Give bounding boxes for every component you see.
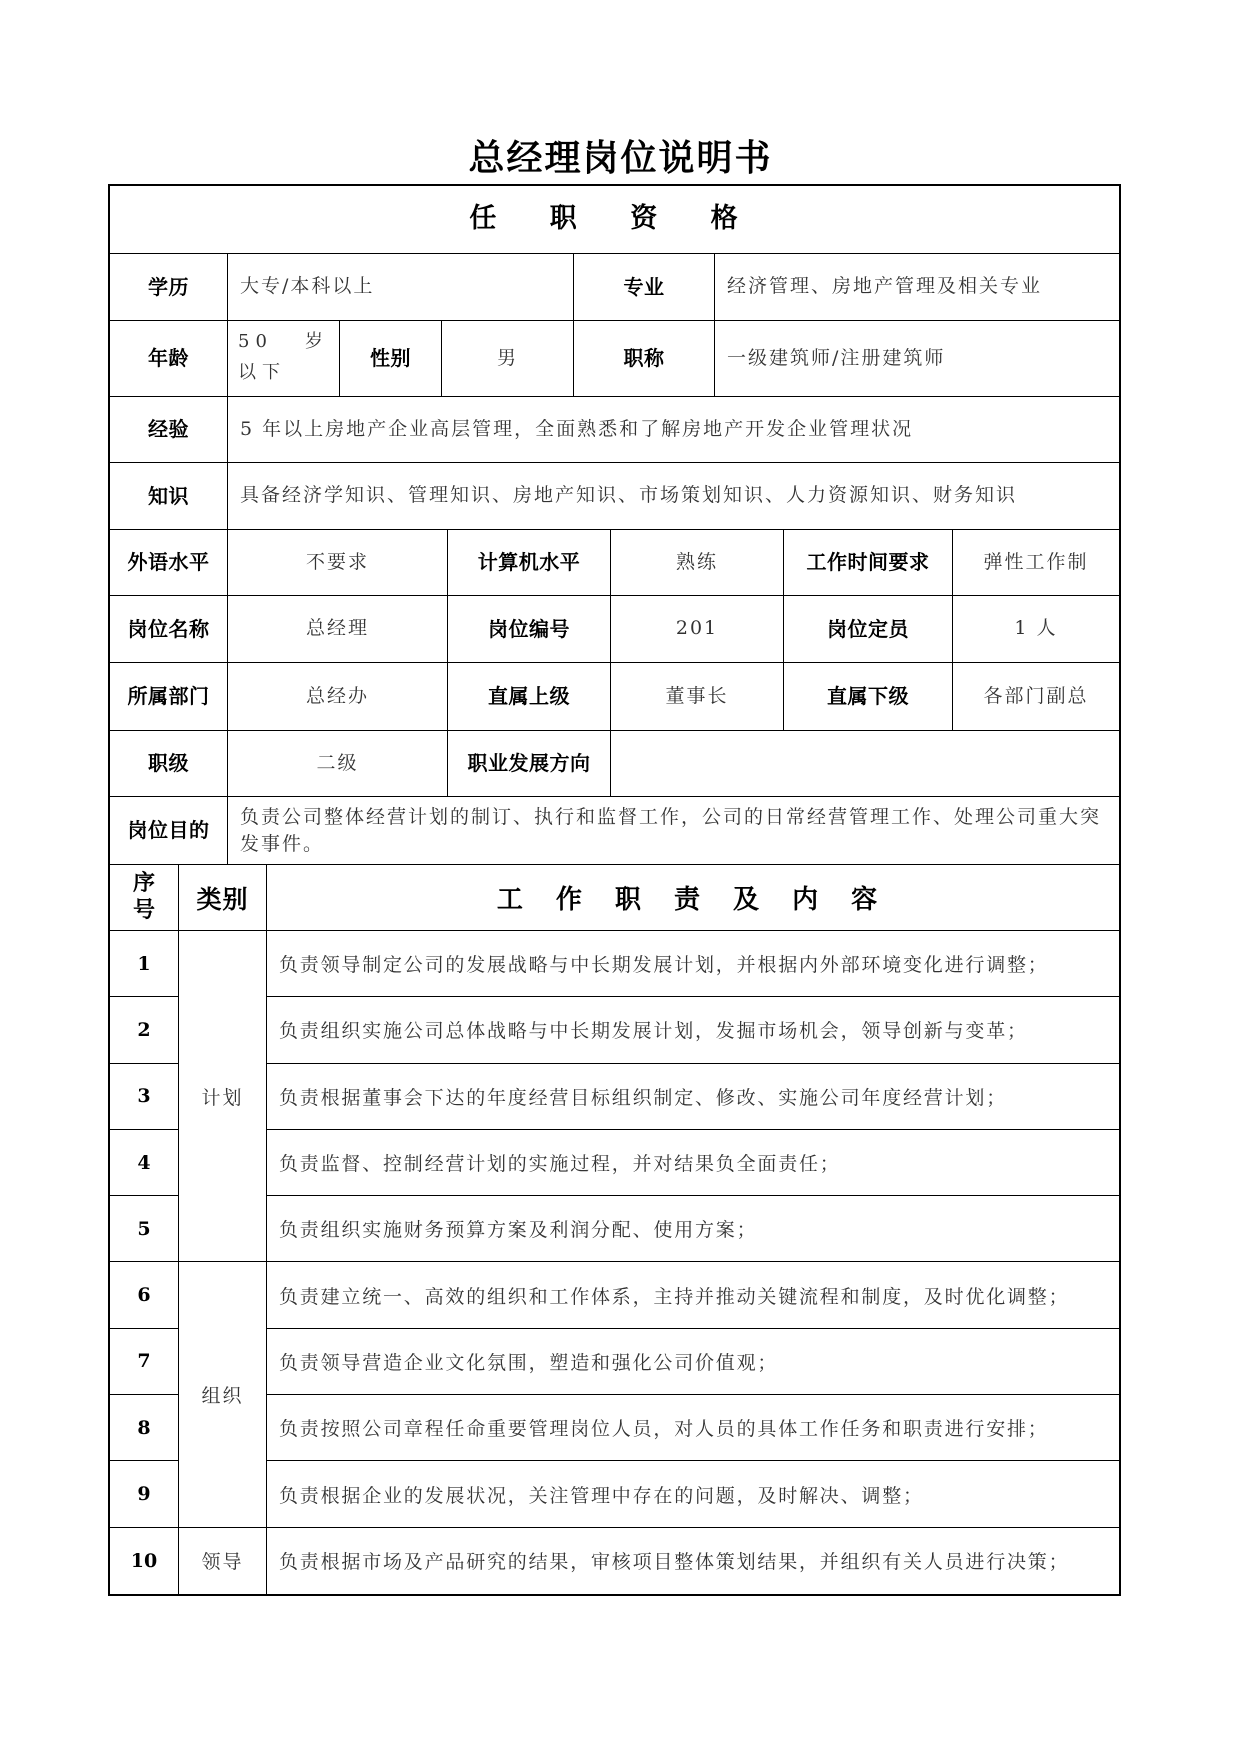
- grade-label: 职级: [110, 731, 228, 796]
- duty-text: 负责领导营造企业文化氛围，塑造和强化公司价值观；: [267, 1329, 1119, 1395]
- position-name-value: 总经理: [228, 596, 448, 662]
- qualifications-header-row: [110, 186, 1119, 254]
- purpose-row: [110, 797, 1119, 865]
- knowledge-label: 知识: [110, 463, 228, 529]
- career-path-value: [611, 731, 1119, 796]
- skills-row: [110, 530, 1119, 596]
- subordinate-label: 直属下级: [784, 663, 953, 730]
- foreign-language-label: 外语水平: [110, 530, 228, 595]
- duty-number: 5: [110, 1196, 179, 1262]
- age-row: [110, 321, 1119, 397]
- category-header: 类别: [179, 865, 267, 931]
- duty-text: 负责按照公司章程任命重要管理岗位人员，对人员的具体工作任务和职责进行安排；: [267, 1395, 1119, 1461]
- duty-number: 6: [110, 1262, 179, 1328]
- duty-number: 7: [110, 1329, 179, 1395]
- work-hours-label: 工作时间要求: [784, 530, 953, 595]
- duty-text: 负责根据市场及产品研究的结果，审核项目整体策划结果，并组织有关人员进行决策；: [279, 1551, 1070, 1574]
- subordinate-value: 各部门副总: [983, 684, 1089, 707]
- category-leadership: 领导: [179, 1528, 267, 1594]
- duty-number: 3: [110, 1064, 179, 1130]
- foreign-language-value: 不要求: [228, 530, 448, 595]
- experience-row: [110, 397, 1119, 463]
- computer-label: 计算机水平: [448, 530, 611, 595]
- department-value: 总经办: [228, 663, 448, 730]
- position-row: [110, 596, 1119, 663]
- gender-value: 男: [442, 321, 574, 396]
- department-label: 所属部门: [110, 663, 228, 730]
- knowledge-row: [110, 463, 1119, 530]
- duty-text: 负责根据董事会下达的年度经营目标组织制定、修改、实施公司年度经营计划；: [267, 1064, 1119, 1130]
- duty-text: 负责监督、控制经营计划的实施过程，并对结果负全面责任；: [267, 1130, 1119, 1196]
- knowledge-value: 具备经济学知识、管理知识、房地产知识、市场策划知识、人力资源知识、财务知识: [240, 484, 1018, 507]
- duty-number: 10: [110, 1528, 179, 1594]
- duty-text: 负责根据企业的发展状况，关注管理中存在的问题，及时解决、调整；: [267, 1461, 1119, 1527]
- qualifications-header: 任 职 资 格: [469, 203, 760, 235]
- professional-title-value: 一级建筑师/注册建筑师: [727, 346, 946, 369]
- age-value: 50 岁以下: [238, 331, 329, 383]
- duty-number: 9: [110, 1461, 179, 1527]
- education-value: 大专/本科以上: [228, 254, 574, 320]
- professional-title-label: 职称: [574, 321, 715, 396]
- duty-text: 负责建立统一、高效的组织和工作体系，主持并推动关键流程和制度，及时优化调整；: [267, 1262, 1119, 1328]
- position-name-label: 岗位名称: [110, 596, 228, 662]
- duties-table: [110, 865, 1119, 1594]
- headcount-value: 1 人: [1014, 617, 1058, 640]
- duties-header: 工 作 职 责 及 内 容: [267, 865, 1119, 931]
- age-label: 年龄: [110, 321, 228, 396]
- superior-value: 董事长: [611, 663, 784, 730]
- serial-number-header-text: 序号: [133, 871, 156, 923]
- category-planning: 计划: [179, 931, 267, 1262]
- document-title: 总经理岗位说明书: [468, 138, 773, 179]
- category-organization: 组织: [179, 1262, 267, 1527]
- education-row: [110, 254, 1119, 321]
- duty-number: 2: [110, 997, 179, 1063]
- duty-number: 8: [110, 1395, 179, 1461]
- position-code-value: 201: [611, 596, 784, 662]
- position-code-label: 岗位编号: [448, 596, 611, 662]
- purpose-label: 岗位目的: [110, 797, 228, 864]
- duty-text: 负责组织实施财务预算方案及利润分配、使用方案；: [267, 1196, 1119, 1262]
- headcount-label: 岗位定员: [784, 596, 953, 662]
- career-path-label: 职业发展方向: [448, 731, 611, 796]
- major-label: 专业: [574, 254, 715, 320]
- duty-number: 1: [110, 931, 179, 997]
- education-label: 学历: [110, 254, 228, 320]
- grade-row: [110, 731, 1119, 797]
- purpose-value: 负责公司整体经营计划的制订、执行和监督工作，公司的日常经营管理工作、处理公司重大突发事件。: [240, 805, 1102, 855]
- work-hours-value: 弹性工作制: [983, 550, 1089, 573]
- serial-number-header: [110, 865, 179, 931]
- duty-number: 4: [110, 1130, 179, 1196]
- gender-label: 性别: [340, 321, 442, 396]
- experience-label: 经验: [110, 397, 228, 462]
- reporting-row: [110, 663, 1119, 731]
- major-value: 经济管理、房地产管理及相关专业: [727, 275, 1043, 298]
- duty-text: 负责领导制定公司的发展战略与中长期发展计划，并根据内外部环境变化进行调整；: [267, 931, 1119, 997]
- superior-label: 直属上级: [448, 663, 611, 730]
- age-value-cell: [228, 321, 340, 396]
- experience-value: 5 年以上房地产企业高层管理，全面熟悉和了解房地产开发企业管理状况: [240, 417, 914, 440]
- job-description-table: [108, 184, 1121, 1596]
- grade-value: 二级: [228, 731, 448, 796]
- duty-text: 负责组织实施公司总体战略与中长期发展计划，发掘市场机会，领导创新与变革；: [267, 997, 1119, 1063]
- computer-value: 熟练: [611, 530, 784, 595]
